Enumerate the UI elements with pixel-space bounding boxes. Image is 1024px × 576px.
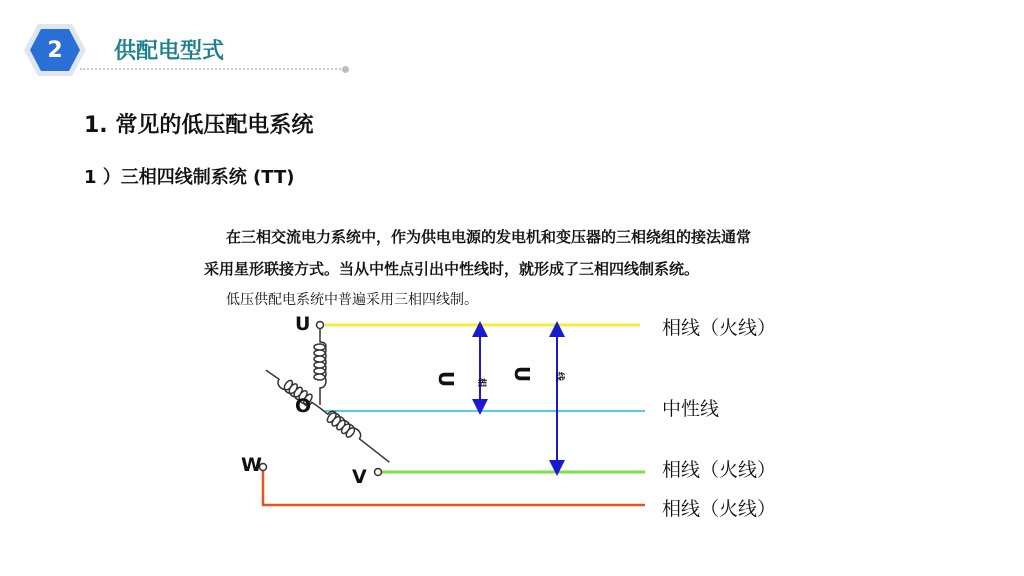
- label-phase-w: 相线（火线）: [662, 498, 777, 520]
- node-label-u: U: [295, 313, 311, 335]
- section-number: 2: [47, 37, 63, 63]
- coil-u: [314, 329, 326, 405]
- node-label-o: O: [295, 395, 312, 417]
- terminal-v: [375, 469, 382, 476]
- paragraph-line-2: 采用星形联接方式。当从中性点引出中性线时，就形成了三相四线制系统。: [204, 260, 700, 278]
- phase-w-line: [263, 471, 645, 505]
- node-label-v: V: [352, 466, 367, 488]
- paragraph-line-1: 在三相交流电力系统中，作为供电电源的发电机和变压器的三相绕组的接法通常: [226, 228, 752, 246]
- line-voltage-symbol: U: [510, 365, 535, 383]
- label-phase-v: 相线（火线）: [662, 459, 777, 481]
- terminal-u: [317, 322, 324, 329]
- coil-v: [316, 403, 393, 467]
- phase-voltage-symbol: U: [434, 370, 459, 388]
- heading-low-voltage-systems: 1. 常见的低压配电系统: [84, 113, 314, 138]
- node-label-w: W: [241, 454, 262, 476]
- heading-three-phase-four-wire: 1 ）三相四线制系统 (TT): [84, 167, 295, 188]
- section-title: 供配电型式: [114, 39, 225, 64]
- paragraph-line-3: 低压供配电系统中普遍采用三相四线制。: [226, 292, 478, 308]
- label-neutral: 中性线: [662, 398, 720, 420]
- line-voltage-subscript: 线: [554, 371, 565, 382]
- label-phase-u: 相线（火线）: [662, 317, 777, 339]
- phase-voltage-subscript: 相: [476, 377, 487, 388]
